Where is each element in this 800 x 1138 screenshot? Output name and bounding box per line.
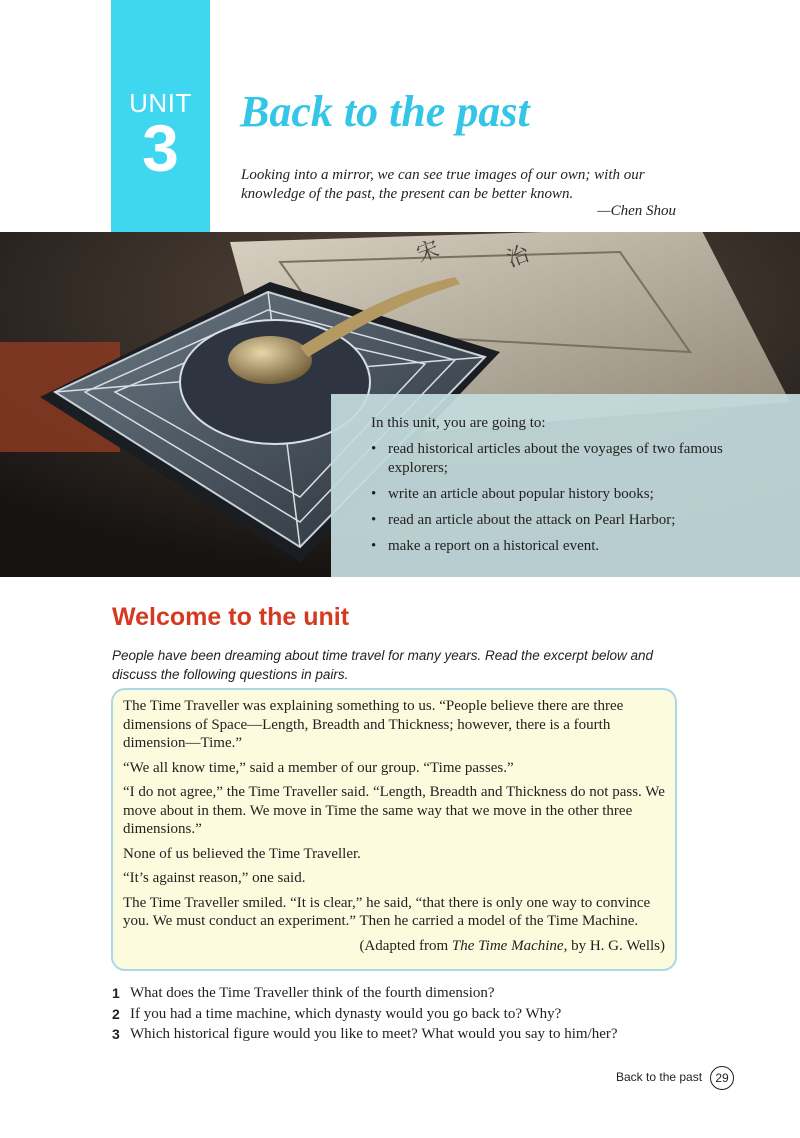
excerpt-source: (Adapted from The Time Machine, by H. G. Wells) <box>359 937 665 954</box>
goals-list <box>371 440 780 556</box>
page-number: 29 <box>710 1066 734 1090</box>
question-text: Which historical figure would you like to meet? What would you say to him/her? <box>130 1026 618 1042</box>
unit-number: 3 <box>142 111 179 185</box>
unit-goals-panel <box>331 394 800 577</box>
footer-unit-title: Back to the past <box>616 1070 703 1084</box>
excerpt-box <box>111 688 677 971</box>
goals-intro: In this unit, you are going to: <box>371 415 546 431</box>
page-title: Back to the past <box>240 87 530 136</box>
excerpt-paragraph: The Time Traveller smiled. “It is clear,” he said, “that there is only one way to convince you. We must conduct an experiment.” Then he carried a model of the Time Machine. <box>123 894 651 929</box>
unit-tab <box>111 0 210 232</box>
goal-item: • read historical articles about the voyages of two famous explorers; <box>371 441 723 476</box>
excerpt-paragraph: “We all know time,” said a member of our group. “Time passes.” <box>123 759 514 776</box>
bullet-icon: • <box>371 486 377 502</box>
section-instructions: People have been dreaming about time travel for many years. Read the excerpt below and discuss the following questions in pairs. <box>112 648 654 682</box>
excerpt-paragraph: The Time Traveller was explaining something to us. “People believe there are three dimensions of Space—Length, Breadth and Thickness; however, there is a fourth dimension—Time.” <box>123 698 624 751</box>
question-text: If you had a time machine, which dynasty would you go back to? Why? <box>130 1005 562 1022</box>
section-heading: Welcome to the unit <box>112 603 350 631</box>
book-title: The Time Machine <box>451 937 564 954</box>
question-item <box>112 1004 712 1025</box>
goal-item: • make a report on a historical event. <box>371 538 600 554</box>
goal-item: • write an article about popular history books; <box>371 486 654 502</box>
svg-text:宋: 宋 <box>413 236 443 268</box>
question-number: 2 <box>112 1005 120 1022</box>
bullet-icon: • <box>371 441 377 457</box>
excerpt-paragraph: None of us believed the Time Traveller. <box>123 845 361 862</box>
question-number: 1 <box>112 985 120 1001</box>
question-number: 3 <box>112 1026 120 1042</box>
excerpt-paragraph: “I do not agree,” the Time Traveller said. “Length, Breadth and Thickness do not pass. We move about in them. We move in Time the same way that we move in the other three dimensions.” <box>123 784 665 837</box>
question-item <box>112 1024 712 1045</box>
excerpt-paragraph: “It’s against reason,” one said. <box>123 870 306 886</box>
discussion-questions <box>112 983 712 1045</box>
question-item <box>112 983 712 1004</box>
bullet-icon: • <box>371 512 377 528</box>
svg-text:治: 治 <box>503 241 533 273</box>
epigraph-author: —Chen Shou <box>597 203 676 219</box>
epigraph-quote: Looking into a mirror, we can see true images of our own; with our knowledge of the past, the present can be better known. <box>241 167 645 202</box>
question-text: What does the Time Traveller think of the fourth dimension? <box>130 985 495 1001</box>
bullet-icon: • <box>371 538 377 554</box>
goal-item: • read an article about the attack on Pearl Harbor; <box>371 512 676 528</box>
unit-label: UNIT <box>129 88 192 118</box>
